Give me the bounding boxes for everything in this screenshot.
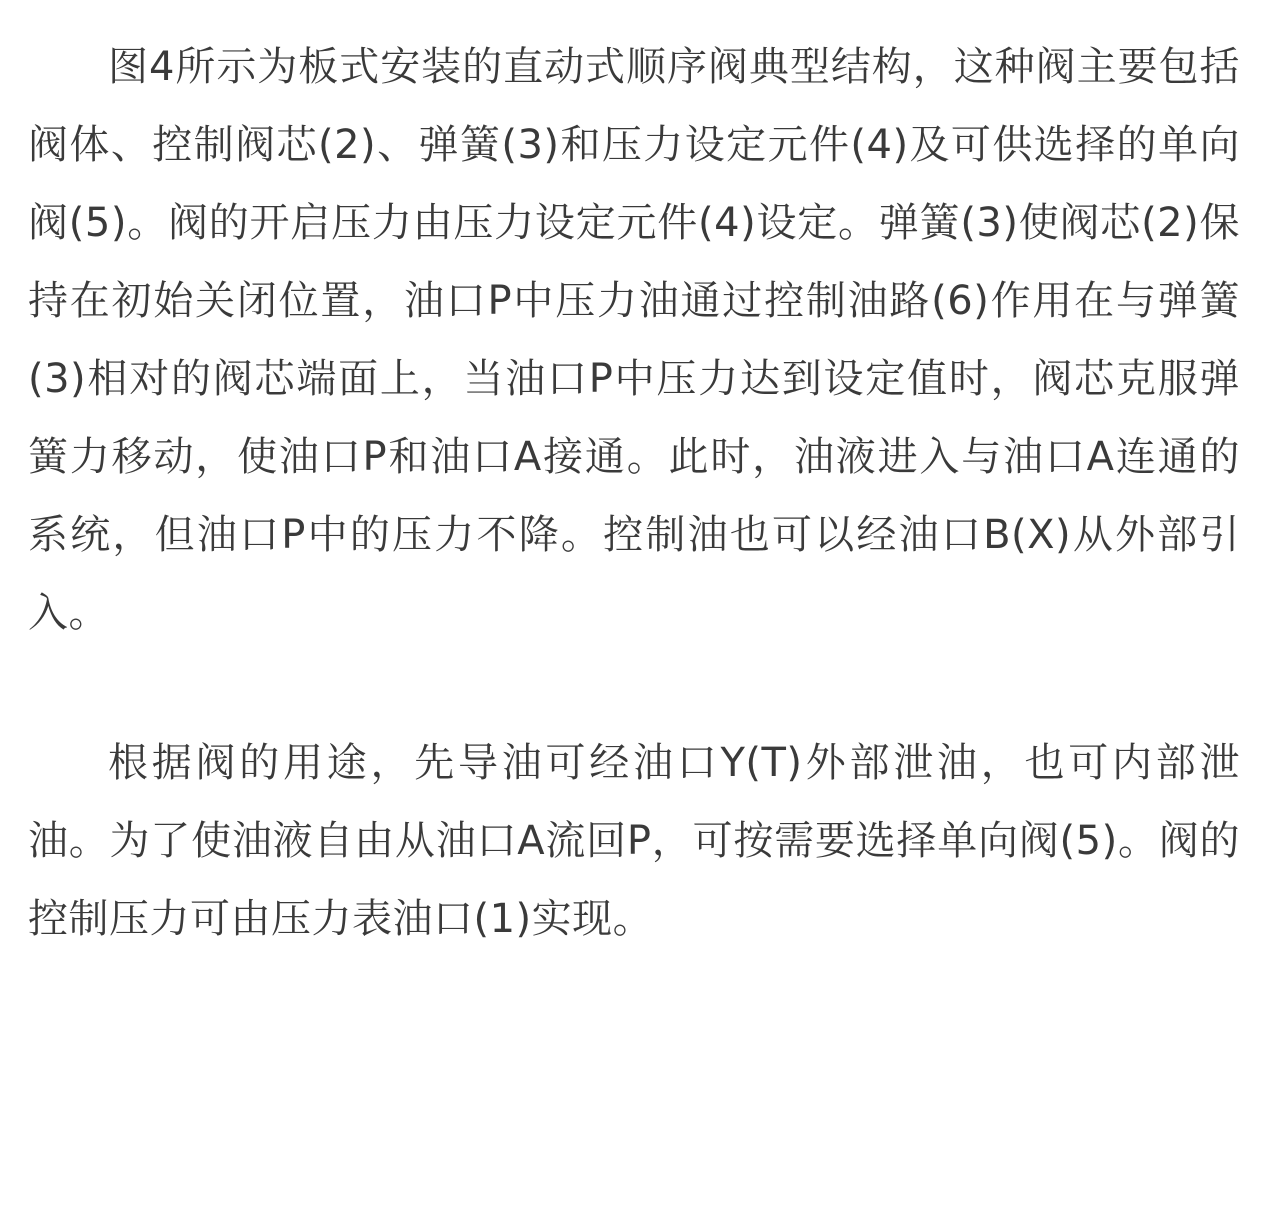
- paragraph-1: 图4所示为板式安装的直动式顺序阀典型结构，这种阀主要包括阀体、控制阀芯(2)、弹簧(3)和压力设定元件(4)及可供选择的单向阀(5)。阀的开启压力由压力设定元件(4)设定。弹簧(3)使阀芯(2)保持在初始关闭位置，油口P中压力油通过控制油路(6)作用在与弹簧(3)相对的阀芯端面上，当油口P中压力达到设定值时，阀芯克服弹簧力移动，使油口P和油口A接通。此时，油液进入与油口A连通的系统，但油口P中的压力不降。控制油也可以经油口B(X)从外部引入。: [28, 44, 1240, 636]
- paragraph-2: 根据阀的用途，先导油可经油口Y(T)外部泄油，也可内部泄油。为了使油液自由从油口A流回P，可按需要选择单向阀(5)。阀的控制压力可由压力表油口(1)实现。: [28, 740, 1240, 942]
- article-body: [28, 28, 1240, 958]
